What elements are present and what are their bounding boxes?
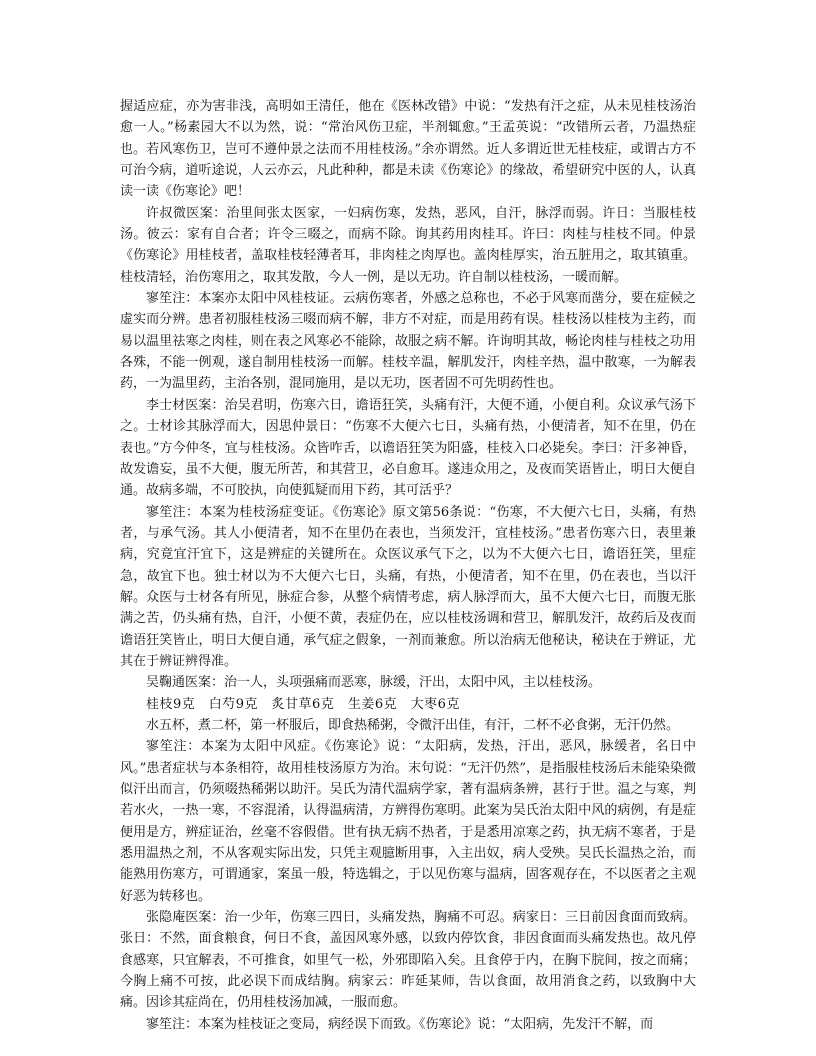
commentary-2: 寥笙注：本案为桂枝汤症变证。《伤寒论》原文第56条说：“伤寒，不大便六七日，头痛，有热者，与承气汤。其人小便清者，知不在里仍在表也，当须发汗，宜桂枝汤。”患者伤寒六日，表里兼病，究竟宜汗宜下，这是辨症的关键所在。众医议承气下之，以为不大便六七日，谵语狂笑，里症急，故宜下也。独士材以为不大便六七日，头痛，有热，小便清者，知不在里，仍在表也，当以汗解。众医与士材各有所见，脉症合参，从整个病情考虑，病人脉浮而大，虽不大便六七日，而腹无胀满之苦，仍头痛有热，自汗，小便不黄，表症仍在，应以桂枝汤调和营卫，解肌发汗，故药后及夜而谵语狂笑皆止，明日大便自通，承气症之假象，一剂而兼愈。所以治病无他秘诀，秘诀在于辨证，尤其在于辨证辨得准。 xyxy=(120,504,696,669)
commentary-1: 寥笙注：本案亦太阳中风桂枝证。云病伤寒者，外感之总称也，不必于风寒而凿分，要在症候之虚实而分辨。患者初服桂枝汤三啜而病不解，非方不对症，而是用药有误。桂枝汤以桂枝为主药，而易以温里祛寒之肉桂，则在表之风寒必不能除，故服之病不解。许询明其故，畅论肉桂与桂枝之功用各殊，不能一例观，遂自制用桂枝汤一而解。桂枝辛温，解肌发汗，肉桂辛热，温中散寒，一为解表药，一为温里药，主治各别，混同施用，是以无功，医者固不可先明药性也。 xyxy=(120,291,696,392)
decoction-instructions: 水五杯，煮二杯，第一杯服后，即食热稀粥，令微汗出佳，有汗，二杯不必食粥，无汗仍然。 xyxy=(146,717,680,733)
case-li-shicai: 李士材医案：治吴君明，伤寒六日，谵语狂笑，头痛有汗，大便不通，小便自利。众议承气汤下之。士材诊其脉浮而大，因思仲景日：“伤寒不大便六七日，头痛有热，小便清者，知不在里，仍在表也。”方今仲冬，宜与桂枝汤。众皆咋舌，以谵语狂笑为阳盛，桂枝入口必毙矣。李曰：汗多神昏，故发谵妄，虽不大便，腹无所苦，和其营卫，必自愈耳。遂违众用之，及夜而笑语皆止，明日大便自通。故病多端，不可胶执，向使狐疑而用下药，其可活乎？ xyxy=(120,397,696,499)
document-page xyxy=(120,96,696,1035)
case-xu-shuwei: 许叔微医案：治里间张太医家，一妇病伤寒，发热，恶风，自汗，脉浮而弱。许日：当服桂枝汤。彼云：家有自合者；许令三啜之，而病不除。询其药用肉桂耳。许曰：肉桂与桂枝不同。仲景《伤寒论》用桂枝者，盖取桂枝轻薄者耳，非肉桂之肉厚也。盖肉桂厚实，治五脏用之，取其镇重。桂枝清轻，治伤寒用之，取其发散，今人一例，是以无功。许自制以桂枝汤，一暖而解。 xyxy=(120,205,696,285)
commentary-3: 寥笙注：本案为太阳中风症。《伤寒论》说：“太阳病，发热，汗出，恶风，脉缓者，名日中风。”患者症状与本条相符，故用桂枝汤原方为治。末句说：“无汗仍然”，是指服桂枝汤后未能染染微似汗出而言，仍须啜热稀粥以助汗。吴氏为清代温病学家，著有温病条辨，甚行于世。温之与寒，判若水火，一热一寒，不容混淆，认得温病清，方辨得伤寒明。此案为吴氏治太阳中风的病例，有是症便用是方，辨症证治，丝毫不容假借。世有执无病不热者，于是悉用凉寒之药，执无病不寒者，于是悉用温热之剂，不从客观实际出发，只凭主观臆断用事，入主出奴，病人受殃。吴氏长温热之治，而能熟用伤寒方，可谓通家，案虽一般，特选辑之，于以见伤寒与温病，固客观存在，不以医者之主观好恶为转移也。 xyxy=(120,739,696,904)
commentary-4: 寥笙注：本案为桂枝证之变局，病经误下而致。《伤寒论》说：“太阳病，先发汗不解，而 xyxy=(146,1016,654,1032)
case-zhang-yinan: 张隐庵医案：治一少年，伤寒三四日，头痛发热，胸痛不可忍。病家日：三日前因食面而致病。张日：不然，面食粮食，何日不食，盖因风寒外感，以致内停饮食，非因食面而头痛发热也。故凡停食感寒，只宜解表，不可推食，如里气一松，外邪即陷入矣。且食停于内，在胸下脘间，按之而痛；今胸上痛不可按，此必误下而成结胸。病家云：昨延某师，告以食面，故用消食之药，以致胸中大痛。因诊其症尚在，仍用桂枝汤加减，一服而愈。 xyxy=(120,910,696,1011)
case-wu-jutong: 吴鞠通医案：治一人，头项强痛而恶寒，脉缓，汗出，太阳中风，主以桂枝汤。 xyxy=(146,675,602,691)
paragraph-continuation: 握适应症，亦为害非浅，高明如王清任，他在《医林改错》中说：“发热有汗之症，从未见桂枝汤治愈一人。”杨素园大不以为然，说：“常治风伤卫症，半剂辄愈。”王孟英说：“改错所云者，乃温热症也。若风寒伤卫，岂可不遵仲景之法而不用桂枝汤。”余亦谓然。近人多谓近世无桂枝症，或谓古方不可治今病，道听途说，人云亦云，凡此种种，都是未读《伤寒论》的缘故，希望研究中医的人，认真读一读《伤寒论》吧！ xyxy=(120,99,696,200)
prescription-line: 桂枝9克 白芍9克 炙甘草6克 生姜6克 大枣6克 xyxy=(146,696,460,712)
